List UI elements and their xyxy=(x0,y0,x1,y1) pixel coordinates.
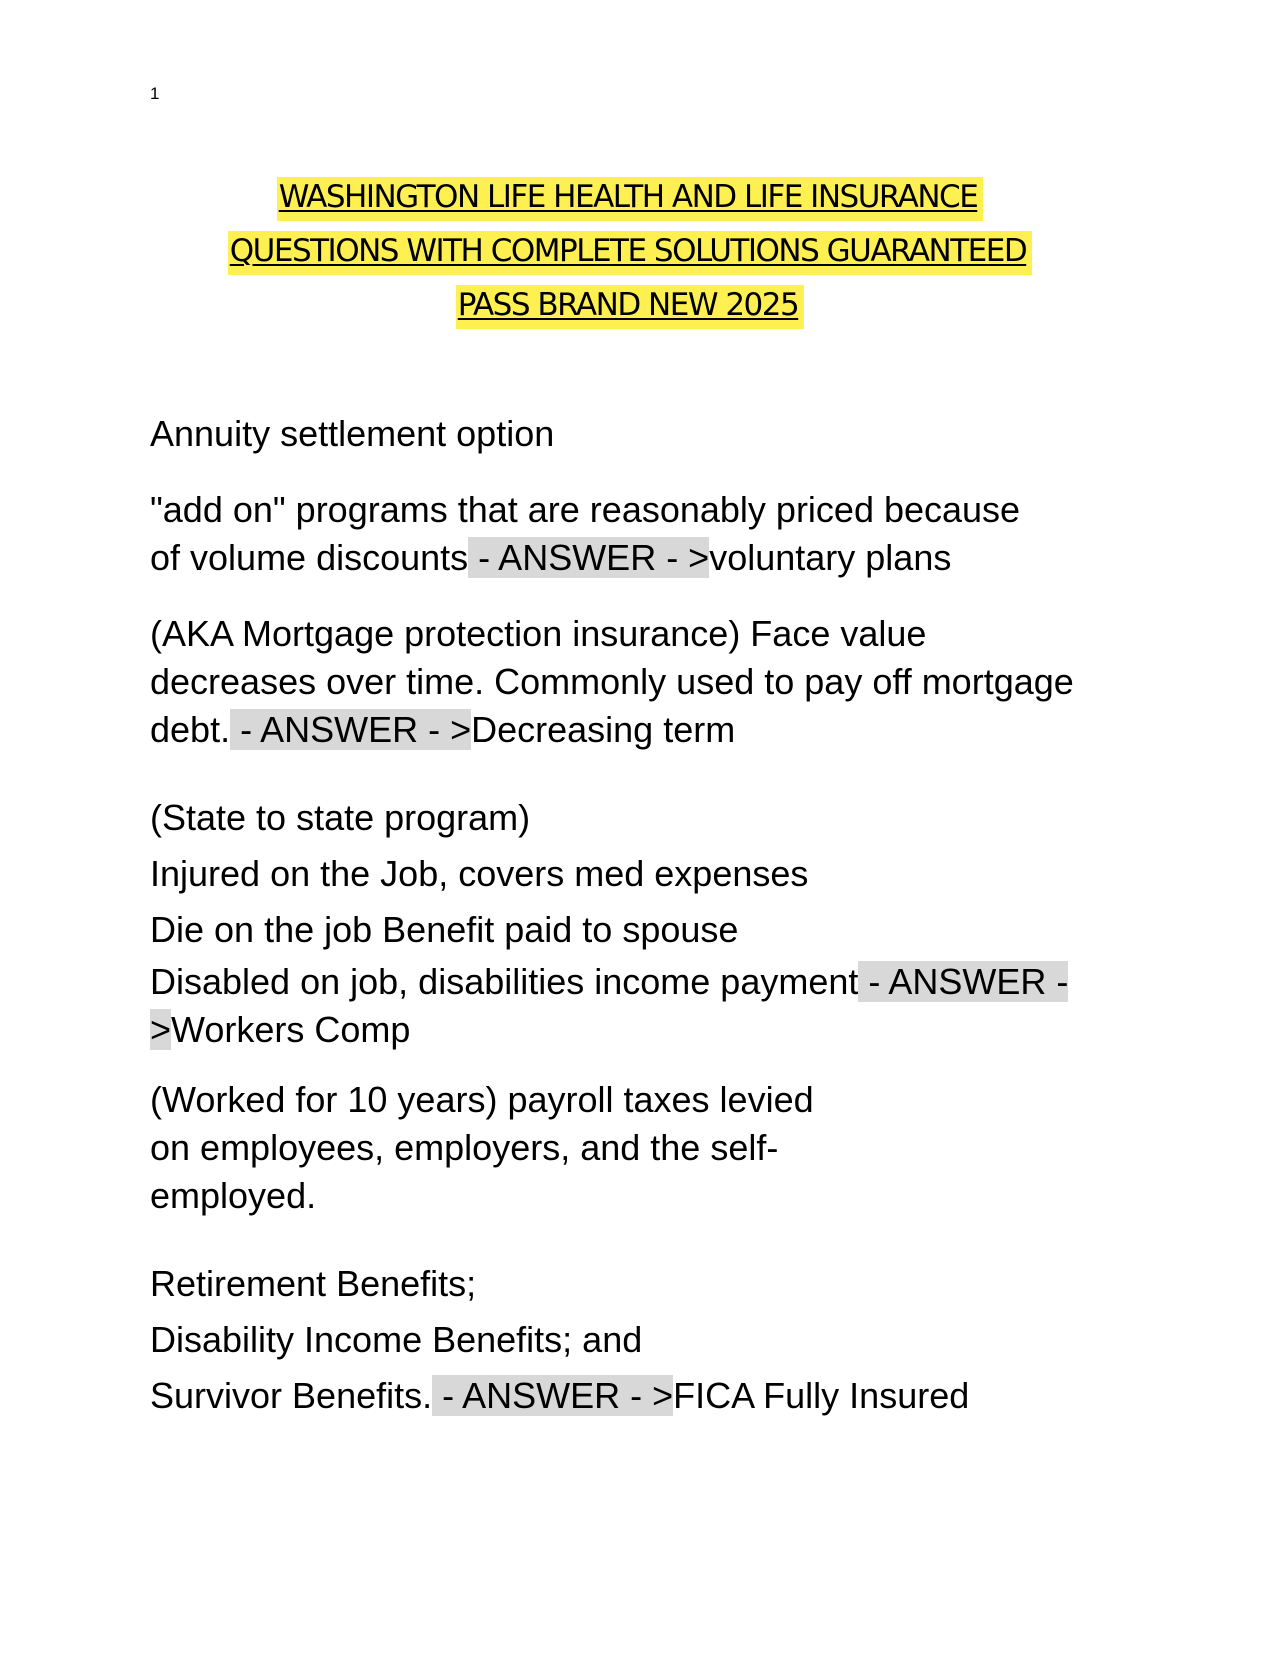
answer-text: Workers Comp xyxy=(171,1009,411,1050)
question-block xyxy=(150,1076,1130,1220)
question-text: decreases over time. Commonly used to pay off mortgage xyxy=(150,661,1074,702)
answer-text: Decreasing term xyxy=(471,709,736,750)
question-text: Disabled on job, disabilities income payment xyxy=(150,961,859,1002)
question-text-line xyxy=(150,1368,1130,1424)
question-text: Disability Income Benefits; and xyxy=(150,1319,643,1360)
answer-text: FICA Fully Insured xyxy=(673,1375,970,1416)
question-text: (State to state program) xyxy=(150,797,531,838)
question-text: (AKA Mortgage protection insurance) Face value xyxy=(150,613,927,654)
question-block xyxy=(150,410,1130,458)
question-text: on employees, employers, and the self- xyxy=(150,1127,779,1168)
question-text: Die on the job Benefit paid to spouse xyxy=(150,909,739,950)
answer-marker: - ANSWER - > xyxy=(468,537,710,578)
question-text: Annuity settlement option xyxy=(150,413,555,454)
answer-marker: - ANSWER - > xyxy=(230,709,472,750)
question-text: Retirement Benefits; xyxy=(150,1263,477,1304)
question-text: "add on" programs that are reasonably priced because xyxy=(150,489,1021,530)
title-line-text: QUESTIONS WITH COMPLETE SOLUTIONS GUARANTEED xyxy=(228,231,1032,275)
question-text: (Worked for 10 years) payroll taxes levied xyxy=(150,1079,814,1120)
question-text: Injured on the Job, covers med expenses xyxy=(150,853,809,894)
question-block xyxy=(150,1256,1130,1424)
title-line-text: PASS BRAND NEW 2025 xyxy=(456,285,804,329)
question-text: debt. xyxy=(150,709,231,750)
question-text: Survivor Benefits. xyxy=(150,1375,433,1416)
answer-marker: > xyxy=(150,1009,172,1050)
title-line xyxy=(140,224,1120,278)
question-text: employed. xyxy=(150,1175,317,1216)
document-title xyxy=(140,170,1120,332)
question-block xyxy=(150,610,1130,754)
answer-text: voluntary plans xyxy=(709,537,952,578)
document-body xyxy=(150,410,1130,1424)
question-text-line xyxy=(150,534,1130,582)
question-block xyxy=(150,790,1130,1054)
answer-marker: - ANSWER - > xyxy=(432,1375,674,1416)
answer-marker: - ANSWER - xyxy=(858,961,1069,1002)
title-line-text: WASHINGTON LIFE HEALTH AND LIFE INSURANCE xyxy=(277,177,984,221)
question-text: of volume discounts xyxy=(150,537,469,578)
question-block xyxy=(150,486,1130,582)
answer-line xyxy=(150,1006,1130,1054)
page-number: 1 xyxy=(150,84,160,103)
title-line xyxy=(140,170,1120,224)
question-text-line xyxy=(150,958,1130,1006)
title-line xyxy=(140,278,1120,332)
question-text-line xyxy=(150,706,1130,754)
